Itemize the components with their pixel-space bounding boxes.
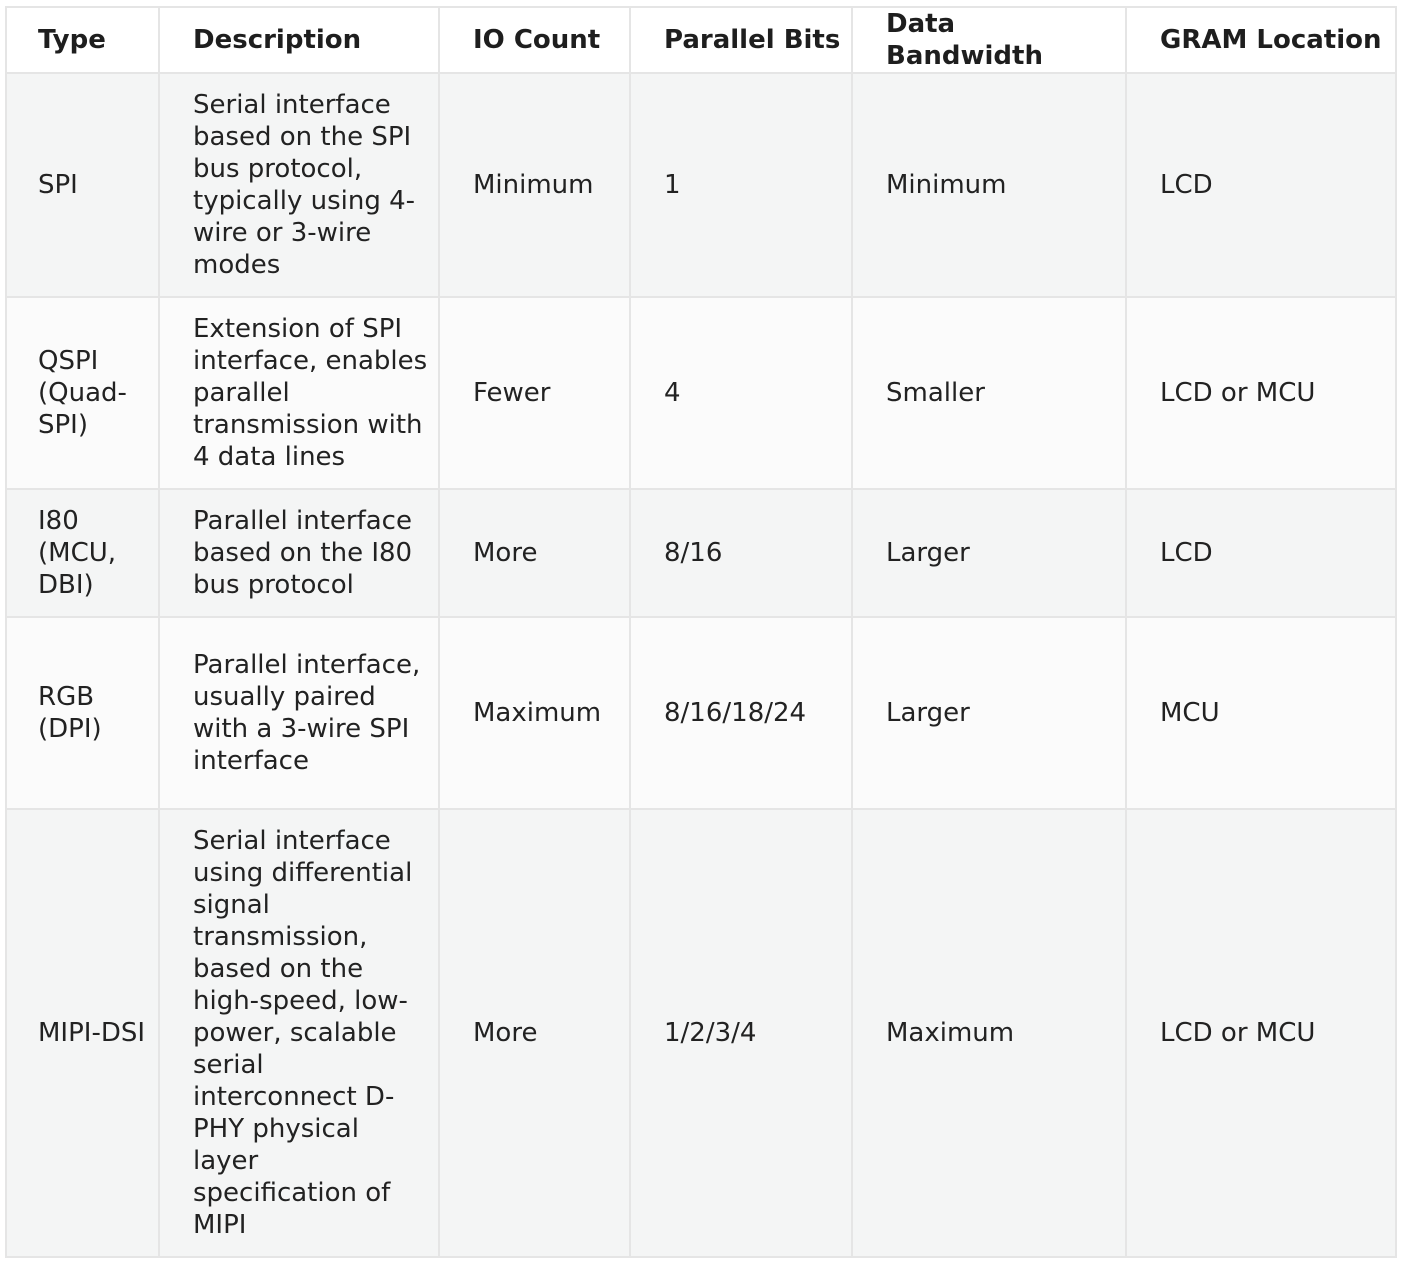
cell-description: Parallel interface based on the I80 bus protocol — [159, 489, 439, 617]
table-row — [6, 489, 1396, 617]
cell-data-bandwidth: Maximum — [852, 809, 1126, 1257]
cell-description: Serial interface based on the SPI bus protocol, typically using 4-wire or 3-wire modes — [159, 73, 439, 297]
cell-type: I80 (MCU, DBI) — [6, 489, 159, 617]
cell-data-bandwidth: Minimum — [852, 73, 1126, 297]
cell-description: Serial interface using differential signal transmission, based on the high-speed, low-power, scalable serial interconnect D-PHY physical layer specification of MIPI — [159, 809, 439, 1257]
table-row — [6, 617, 1396, 809]
cell-data-bandwidth: Larger — [852, 489, 1126, 617]
header-type: Type — [6, 7, 159, 73]
cell-parallel-bits: 8/16 — [630, 489, 852, 617]
cell-type: SPI — [6, 73, 159, 297]
cell-gram-location: LCD — [1126, 489, 1396, 617]
cell-data-bandwidth: Larger — [852, 617, 1126, 809]
header-description: Description — [159, 7, 439, 73]
cell-description: Parallel interface, usually paired with a 3-wire SPI interface — [159, 617, 439, 809]
cell-io-count: Fewer — [439, 297, 630, 489]
cell-io-count: Minimum — [439, 73, 630, 297]
header-parallel-bits: Parallel Bits — [630, 7, 852, 73]
cell-gram-location: LCD — [1126, 73, 1396, 297]
header-io-count: IO Count — [439, 7, 630, 73]
cell-description: Extension of SPI interface, enables parallel transmission with 4 data lines — [159, 297, 439, 489]
table-row — [6, 73, 1396, 297]
cell-io-count: More — [439, 489, 630, 617]
cell-gram-location: LCD or MCU — [1126, 297, 1396, 489]
cell-type: QSPI (Quad-SPI) — [6, 297, 159, 489]
header-gram-location: GRAM Location — [1126, 7, 1396, 73]
lcd-interface-table — [5, 6, 1397, 1258]
cell-parallel-bits: 1 — [630, 73, 852, 297]
header-data-bandwidth: Data Bandwidth — [852, 7, 1126, 73]
cell-io-count: More — [439, 809, 630, 1257]
cell-gram-location: LCD or MCU — [1126, 809, 1396, 1257]
cell-parallel-bits: 8/16/18/24 — [630, 617, 852, 809]
cell-gram-location: MCU — [1126, 617, 1396, 809]
cell-data-bandwidth: Smaller — [852, 297, 1126, 489]
cell-type: MIPI-DSI — [6, 809, 159, 1257]
table-row — [6, 809, 1396, 1257]
table-header-row — [6, 7, 1396, 73]
cell-parallel-bits: 4 — [630, 297, 852, 489]
cell-type: RGB (DPI) — [6, 617, 159, 809]
cell-io-count: Maximum — [439, 617, 630, 809]
cell-parallel-bits: 1/2/3/4 — [630, 809, 852, 1257]
table-row — [6, 297, 1396, 489]
